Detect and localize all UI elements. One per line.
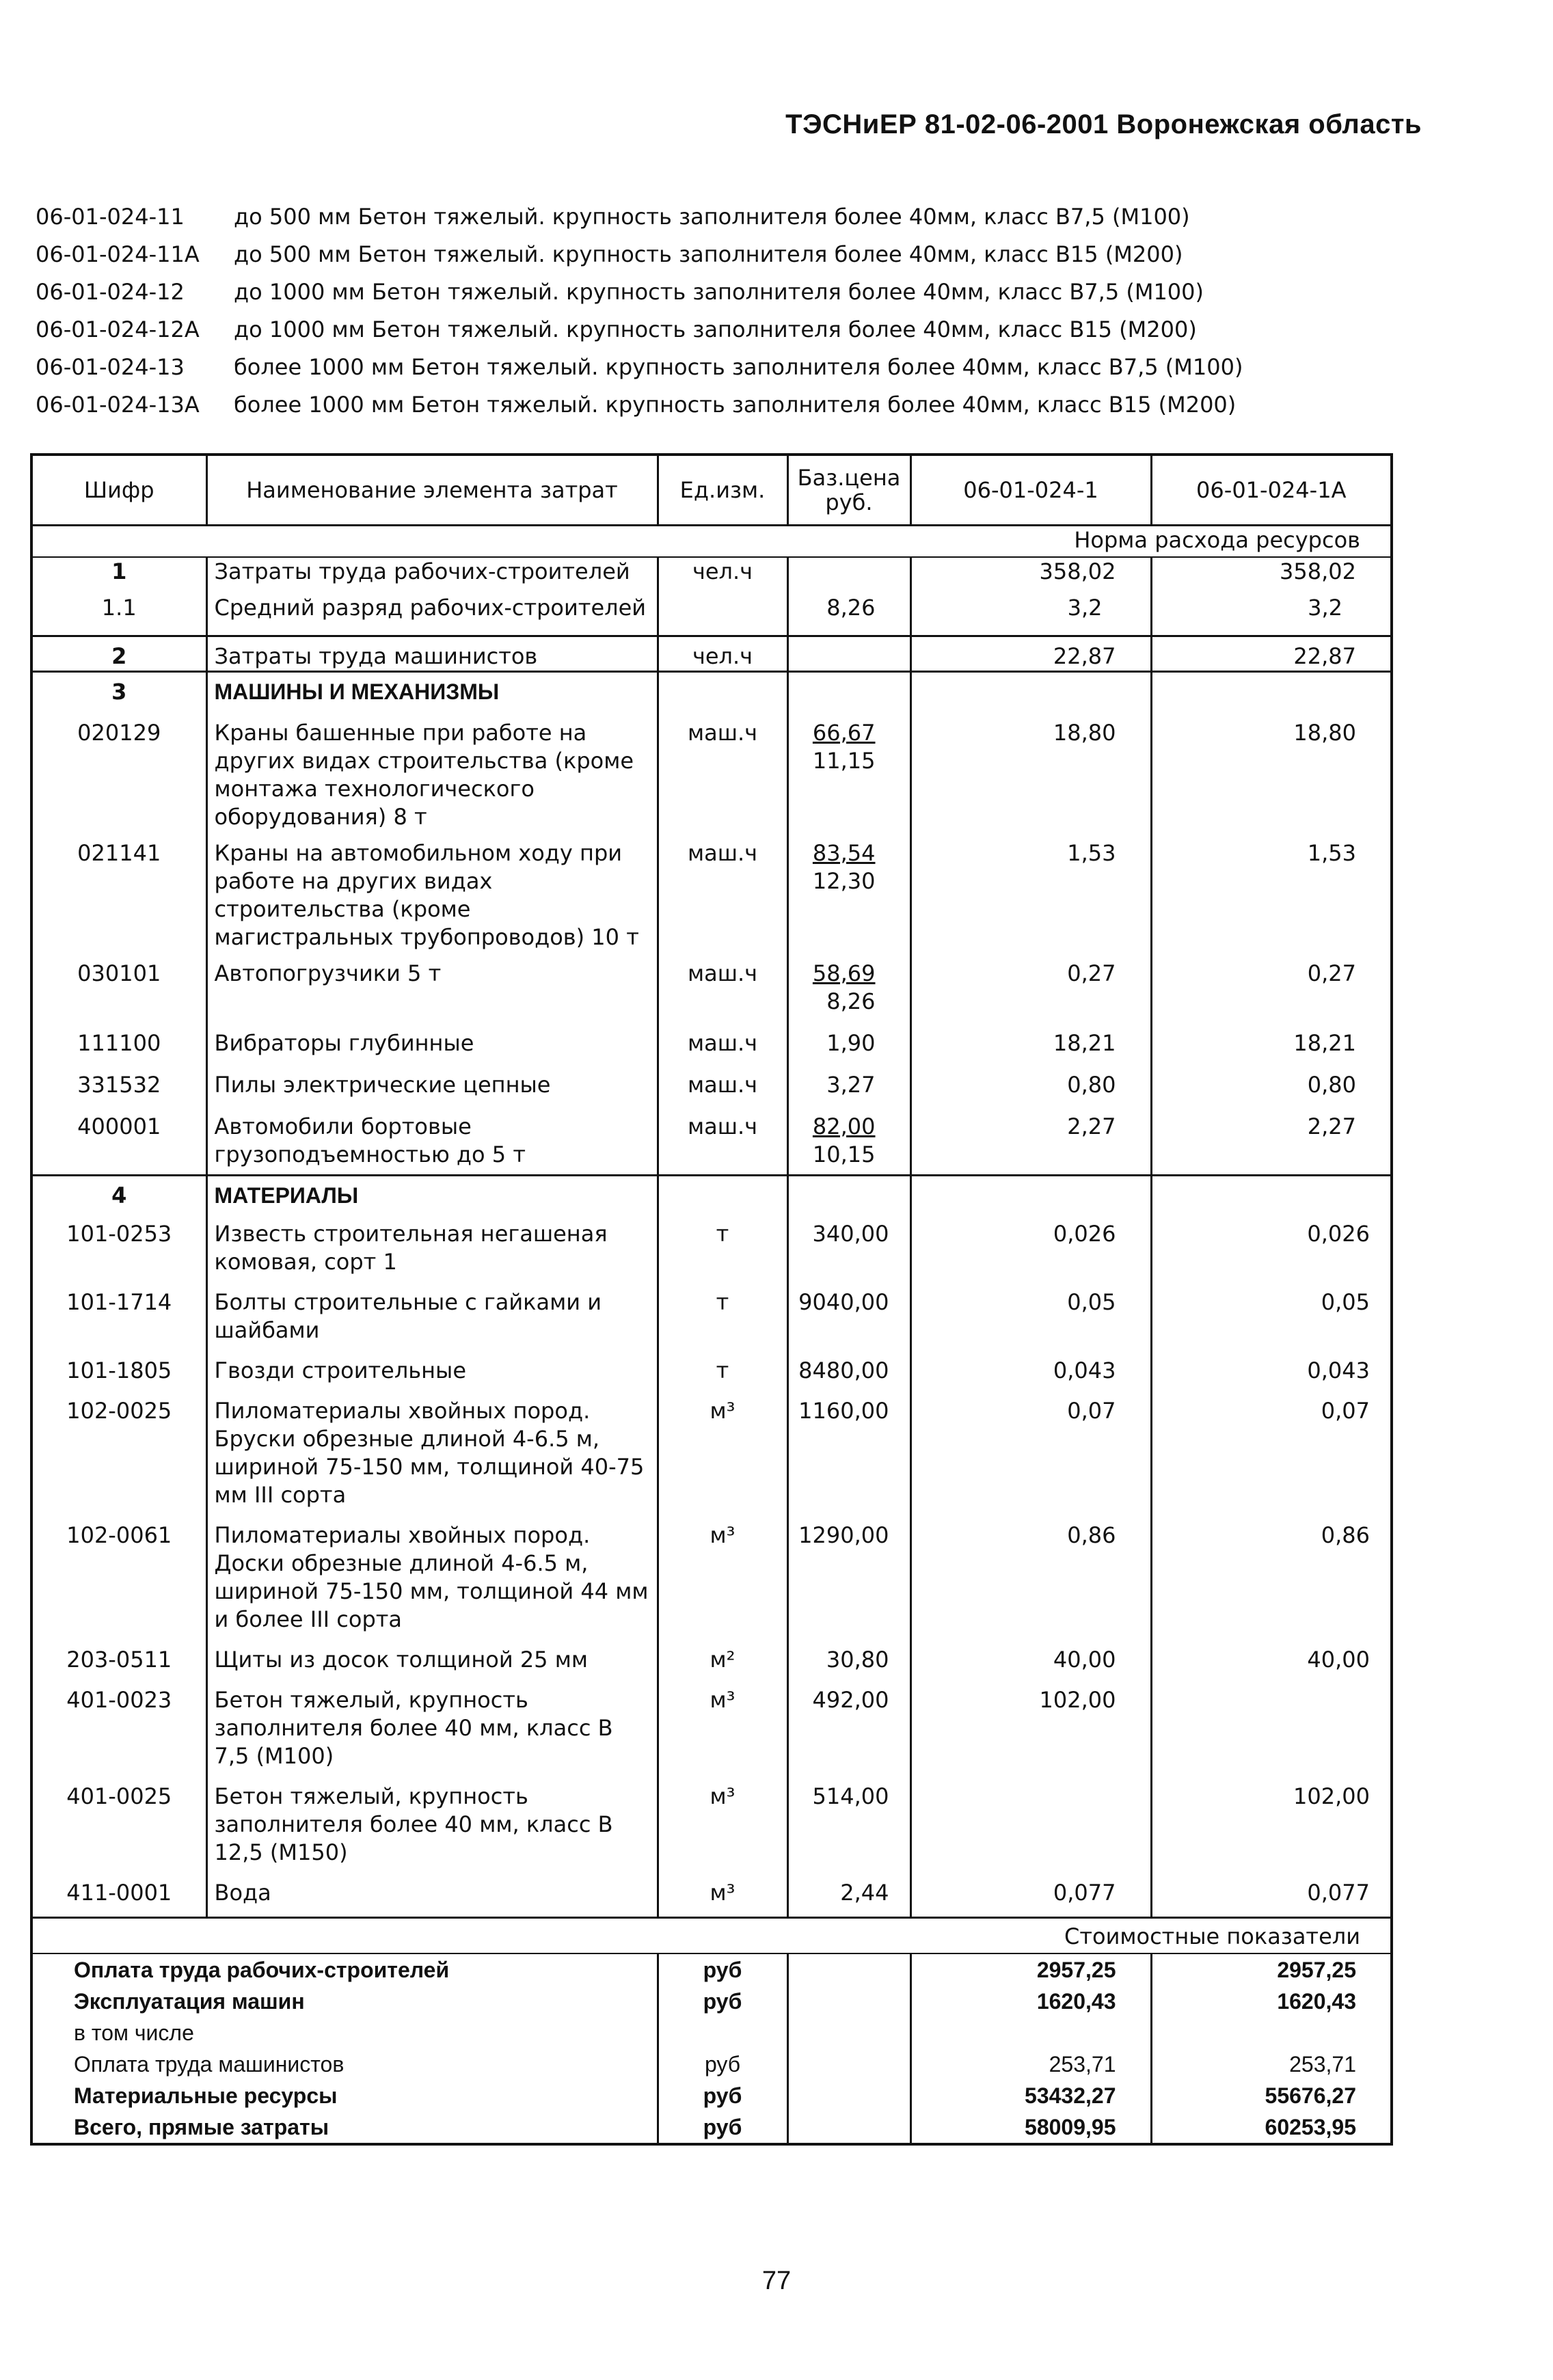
row-name: Краны башенные при работе на других видах строительства (кроме монтажа технологического оборудования) 8 т	[206, 719, 658, 839]
row-variant-2: 358,02	[1151, 557, 1392, 586]
row-name: Бетон тяжелый, крупность заполнителя более 40 мм, класс В 7,5 (М100)	[206, 1686, 658, 1783]
row-price	[787, 839, 910, 960]
row-variant-2: 22,87	[1151, 636, 1392, 672]
row-price	[787, 960, 910, 1029]
codes-list	[36, 198, 1505, 424]
table-row	[31, 960, 1392, 1029]
row-name: Пиломатериалы хвойных пород. Доски обрезные длиной 4-6.5 м, шириной 75-150 мм, толщиной 44 мм и более III сорта	[206, 1522, 658, 1646]
row-price: 340,00	[787, 1220, 910, 1288]
table-row	[31, 1071, 1392, 1113]
row-price: 1,90	[787, 1029, 910, 1071]
row-code: 401-0023	[66, 1687, 172, 1713]
row-variant-1: 18,21	[910, 1029, 1151, 1071]
code-description: до 1000 мм Бетон тяжелый. крупность заполнителя более 40мм, класс В15 (М200)	[234, 316, 1197, 342]
row-price	[787, 636, 910, 672]
totals-variant-1: 1620,43	[910, 1986, 1151, 2017]
row-unit: маш.ч	[658, 719, 787, 839]
resource-norms-table	[30, 453, 1393, 2146]
header-variant-2: 06-01-024-1А	[1151, 455, 1392, 526]
totals-label: Оплата труда машинистов	[74, 2052, 345, 2077]
row-variant-2: 18,80	[1151, 719, 1392, 839]
row-code: 1.1	[101, 595, 137, 621]
table-row	[31, 1357, 1392, 1397]
row-variant-2: 0,026	[1151, 1220, 1392, 1288]
table-row	[31, 1646, 1392, 1686]
totals-variant-2: 1620,43	[1151, 1986, 1392, 2017]
price-base: 66,67	[812, 720, 876, 746]
row-variant-1: 0,077	[910, 1879, 1151, 1918]
row-variant-1: 2,27	[910, 1113, 1151, 1176]
totals-row	[31, 2080, 1392, 2111]
row-price: 492,00	[787, 1686, 910, 1783]
totals-row	[31, 2017, 1392, 2048]
code-id: 06-01-024-12А	[36, 316, 200, 342]
row-unit: м³	[658, 1522, 787, 1646]
row-name: Краны на автомобильном ходу при работе на других видах строительства (кроме магистральных трубопроводов) 10 т	[206, 839, 658, 960]
section-row	[31, 1176, 1392, 1221]
table-row	[31, 1029, 1392, 1071]
row-variant-1: 0,05	[910, 1288, 1151, 1357]
code-id: 06-01-024-13	[36, 354, 185, 380]
row-price: 1290,00	[787, 1522, 910, 1646]
row-name: Затраты труда машинистов	[206, 636, 658, 672]
code-line	[36, 236, 1505, 273]
row-price	[787, 719, 910, 839]
row-unit: маш.ч	[658, 1071, 787, 1113]
code-description: до 1000 мм Бетон тяжелый. крупность заполнителя более 40мм, класс В7,5 (М100)	[234, 279, 1204, 305]
row-variant-1: 0,27	[910, 960, 1151, 1029]
totals-row	[31, 2048, 1392, 2080]
totals-unit: руб	[658, 2048, 787, 2080]
row-name: Автопогрузчики 5 т	[206, 960, 658, 1029]
table-row	[31, 557, 1392, 586]
row-variant-1	[910, 1783, 1151, 1879]
code-id: 06-01-024-13А	[36, 392, 200, 418]
totals-label: в том числе	[74, 2020, 194, 2045]
row-code: 1	[111, 558, 127, 584]
header-code: Шифр	[31, 455, 206, 526]
code-description: до 500 мм Бетон тяжелый. крупность заполнителя более 40мм, класс В15 (М200)	[234, 241, 1183, 267]
row-name: Пиломатериалы хвойных пород. Бруски обрезные длиной 4-6.5 м, шириной 75-150 мм, толщиной 40-75 мм III сорта	[206, 1397, 658, 1522]
row-unit: т	[658, 1220, 787, 1288]
table-row	[31, 839, 1392, 960]
row-variant-2: 0,043	[1151, 1357, 1392, 1397]
totals-unit: руб	[658, 1953, 787, 1986]
code-description: более 1000 мм Бетон тяжелый. крупность заполнителя более 40мм, класс В7,5 (М100)	[234, 354, 1243, 380]
row-unit: м³	[658, 1783, 787, 1879]
table-row	[31, 1288, 1392, 1357]
row-variant-1: 3,2	[910, 586, 1151, 636]
totals-variant-2: 60253,95	[1151, 2111, 1392, 2144]
row-code: 2	[31, 636, 206, 672]
totals-variant-1: 2957,25	[910, 1953, 1151, 1986]
totals-variant-2: 2957,25	[1151, 1953, 1392, 1986]
row-unit: чел.ч	[658, 557, 787, 586]
document-header-title: ТЭСНиЕР 81-02-06-2001 Воронежская область	[785, 109, 1422, 139]
section-title: МАШИНЫ И МЕХАНИЗМЫ	[206, 672, 658, 720]
row-variant-2: 0,077	[1151, 1879, 1392, 1918]
table-row	[31, 1686, 1392, 1783]
section-row	[31, 672, 1392, 720]
row-name: Болты строительные с гайками и шайбами	[206, 1288, 658, 1357]
norm-caption: Норма расхода ресурсов	[31, 526, 1392, 558]
row-variant-2: 102,00	[1151, 1783, 1392, 1879]
row-name: Вибраторы глубинные	[206, 1029, 658, 1071]
code-description: более 1000 мм Бетон тяжелый. крупность заполнителя более 40мм, класс В15 (М200)	[234, 392, 1237, 418]
row-name: Щиты из досок толщиной 25 мм	[206, 1646, 658, 1686]
row-variant-2: 18,21	[1151, 1029, 1392, 1071]
row-code: 101-1805	[66, 1357, 172, 1383]
totals-row	[31, 1953, 1392, 1986]
table-row	[31, 1220, 1392, 1288]
row-unit: м²	[658, 1646, 787, 1686]
row-code: 111100	[77, 1030, 161, 1056]
row-variant-1: 0,80	[910, 1071, 1151, 1113]
row-variant-1: 22,87	[910, 636, 1151, 672]
row-code: 020129	[77, 720, 161, 746]
totals-variant-2: 55676,27	[1151, 2080, 1392, 2111]
totals-variant-1: 253,71	[910, 2048, 1151, 2080]
row-unit: маш.ч	[658, 960, 787, 1029]
row-unit: м³	[658, 1397, 787, 1522]
totals-variant-1: 53432,27	[910, 2080, 1151, 2111]
table-row	[31, 1522, 1392, 1646]
header-price: Баз.цена руб.	[787, 455, 910, 526]
row-name: Известь строительная негашеная комовая, сорт 1	[206, 1220, 658, 1288]
row-variant-1: 0,043	[910, 1357, 1151, 1397]
row-variant-1: 358,02	[910, 557, 1151, 586]
row-name: Гвозди строительные	[206, 1357, 658, 1397]
row-code: 203-0511	[66, 1647, 172, 1673]
totals-label: Всего, прямые затраты	[74, 2115, 329, 2139]
row-price: 8480,00	[787, 1357, 910, 1397]
norm-caption-row	[31, 526, 1392, 558]
row-price	[787, 557, 910, 586]
row-variant-2: 0,07	[1151, 1397, 1392, 1522]
code-line	[36, 349, 1505, 386]
cost-caption-row	[31, 1918, 1392, 1954]
row-unit: маш.ч	[658, 839, 787, 960]
row-variant-2: 0,27	[1151, 960, 1392, 1029]
price-operator: 8,26	[826, 988, 876, 1014]
row-unit: т	[658, 1288, 787, 1357]
row-variant-1: 18,80	[910, 719, 1151, 839]
page-number: 77	[761, 2267, 792, 2295]
header-unit: Ед.изм.	[658, 455, 787, 526]
row-price: 1160,00	[787, 1397, 910, 1522]
code-line	[36, 273, 1505, 311]
row-variant-1: 40,00	[910, 1646, 1151, 1686]
totals-unit: руб	[658, 1986, 787, 2017]
table-row	[31, 636, 1392, 672]
price-base: 82,00	[812, 1113, 876, 1139]
section-title: МАТЕРИАЛЫ	[206, 1176, 658, 1221]
price-base: 58,69	[812, 960, 876, 986]
table-row	[31, 1879, 1392, 1918]
code-line	[36, 311, 1505, 349]
row-code: 030101	[77, 960, 161, 986]
row-name: Затраты труда рабочих-строителей	[206, 557, 658, 586]
row-variant-2: 0,86	[1151, 1522, 1392, 1646]
totals-variant-2: 253,71	[1151, 2048, 1392, 2080]
price-operator: 10,15	[812, 1141, 876, 1167]
row-code: 102-0061	[66, 1522, 172, 1548]
row-price: 514,00	[787, 1783, 910, 1879]
code-id: 06-01-024-12	[36, 279, 185, 305]
row-unit: м³	[658, 1879, 787, 1918]
totals-row	[31, 1986, 1392, 2017]
code-id: 06-01-024-11	[36, 204, 185, 230]
price-base: 83,54	[812, 840, 876, 866]
cost-caption: Стоимостные показатели	[31, 1918, 1392, 1954]
row-unit: маш.ч	[658, 1113, 787, 1176]
row-code: 331532	[77, 1072, 161, 1098]
row-name: Средний разряд рабочих-строителей	[206, 586, 658, 636]
row-price: 2,44	[787, 1879, 910, 1918]
row-price	[787, 1113, 910, 1176]
price-operator: 12,30	[812, 868, 876, 894]
row-code: 400001	[77, 1113, 161, 1139]
row-name: Автомобили бортовые грузоподъемностью до 5 т	[206, 1113, 658, 1176]
row-variant-2: 2,27	[1151, 1113, 1392, 1176]
totals-unit: руб	[658, 2111, 787, 2144]
row-variant-2: 1,53	[1151, 839, 1392, 960]
totals-label: Эксплуатация машин	[74, 1989, 305, 2014]
row-variant-2: 0,05	[1151, 1288, 1392, 1357]
row-unit	[658, 586, 787, 636]
row-variant-2: 40,00	[1151, 1646, 1392, 1686]
table-header-row	[31, 455, 1392, 526]
code-line	[36, 386, 1505, 424]
row-name: Бетон тяжелый, крупность заполнителя более 40 мм, класс В 12,5 (М150)	[206, 1783, 658, 1879]
totals-row	[31, 2111, 1392, 2144]
table-row	[31, 719, 1392, 839]
row-code: 021141	[77, 840, 161, 866]
row-variant-1: 0,07	[910, 1397, 1151, 1522]
price-operator: 11,15	[812, 748, 876, 774]
header-variant-1: 06-01-024-1	[910, 455, 1151, 526]
row-code: 101-1714	[66, 1289, 172, 1315]
row-variant-2	[1151, 1686, 1392, 1783]
row-variant-1: 0,86	[910, 1522, 1151, 1646]
row-price: 30,80	[787, 1646, 910, 1686]
row-variant-1: 1,53	[910, 839, 1151, 960]
row-price: 9040,00	[787, 1288, 910, 1357]
row-unit: т	[658, 1357, 787, 1397]
table-row	[31, 1397, 1392, 1522]
row-name: Вода	[206, 1879, 658, 1918]
row-unit: чел.ч	[658, 636, 787, 672]
totals-label: Материальные ресурсы	[74, 2083, 338, 2108]
code-description: до 500 мм Бетон тяжелый. крупность заполнителя более 40мм, класс В7,5 (М100)	[234, 204, 1190, 230]
section-code: 3	[31, 672, 206, 720]
row-price: 3,27	[787, 1071, 910, 1113]
row-unit: м³	[658, 1686, 787, 1783]
row-code: 101-0253	[66, 1221, 172, 1247]
row-price: 8,26	[787, 586, 910, 636]
table-row	[31, 1113, 1392, 1176]
table-row	[31, 1783, 1392, 1879]
code-id: 06-01-024-11А	[36, 241, 200, 267]
header-name: Наименование элемента затрат	[206, 455, 658, 526]
row-variant-1: 102,00	[910, 1686, 1151, 1783]
totals-variant-1: 58009,95	[910, 2111, 1151, 2144]
code-line	[36, 198, 1505, 236]
totals-unit: руб	[658, 2080, 787, 2111]
row-variant-2: 0,80	[1151, 1071, 1392, 1113]
row-variant-1: 0,026	[910, 1220, 1151, 1288]
totals-label: Оплата труда рабочих-строителей	[74, 1958, 450, 1982]
table-row	[31, 586, 1392, 636]
row-code: 401-0025	[66, 1783, 172, 1809]
row-name: Пилы электрические цепные	[206, 1071, 658, 1113]
row-variant-2: 3,2	[1151, 586, 1392, 636]
row-unit: маш.ч	[658, 1029, 787, 1071]
row-code: 102-0025	[66, 1398, 172, 1424]
section-code: 4	[31, 1176, 206, 1221]
row-code: 411-0001	[66, 1880, 172, 1906]
